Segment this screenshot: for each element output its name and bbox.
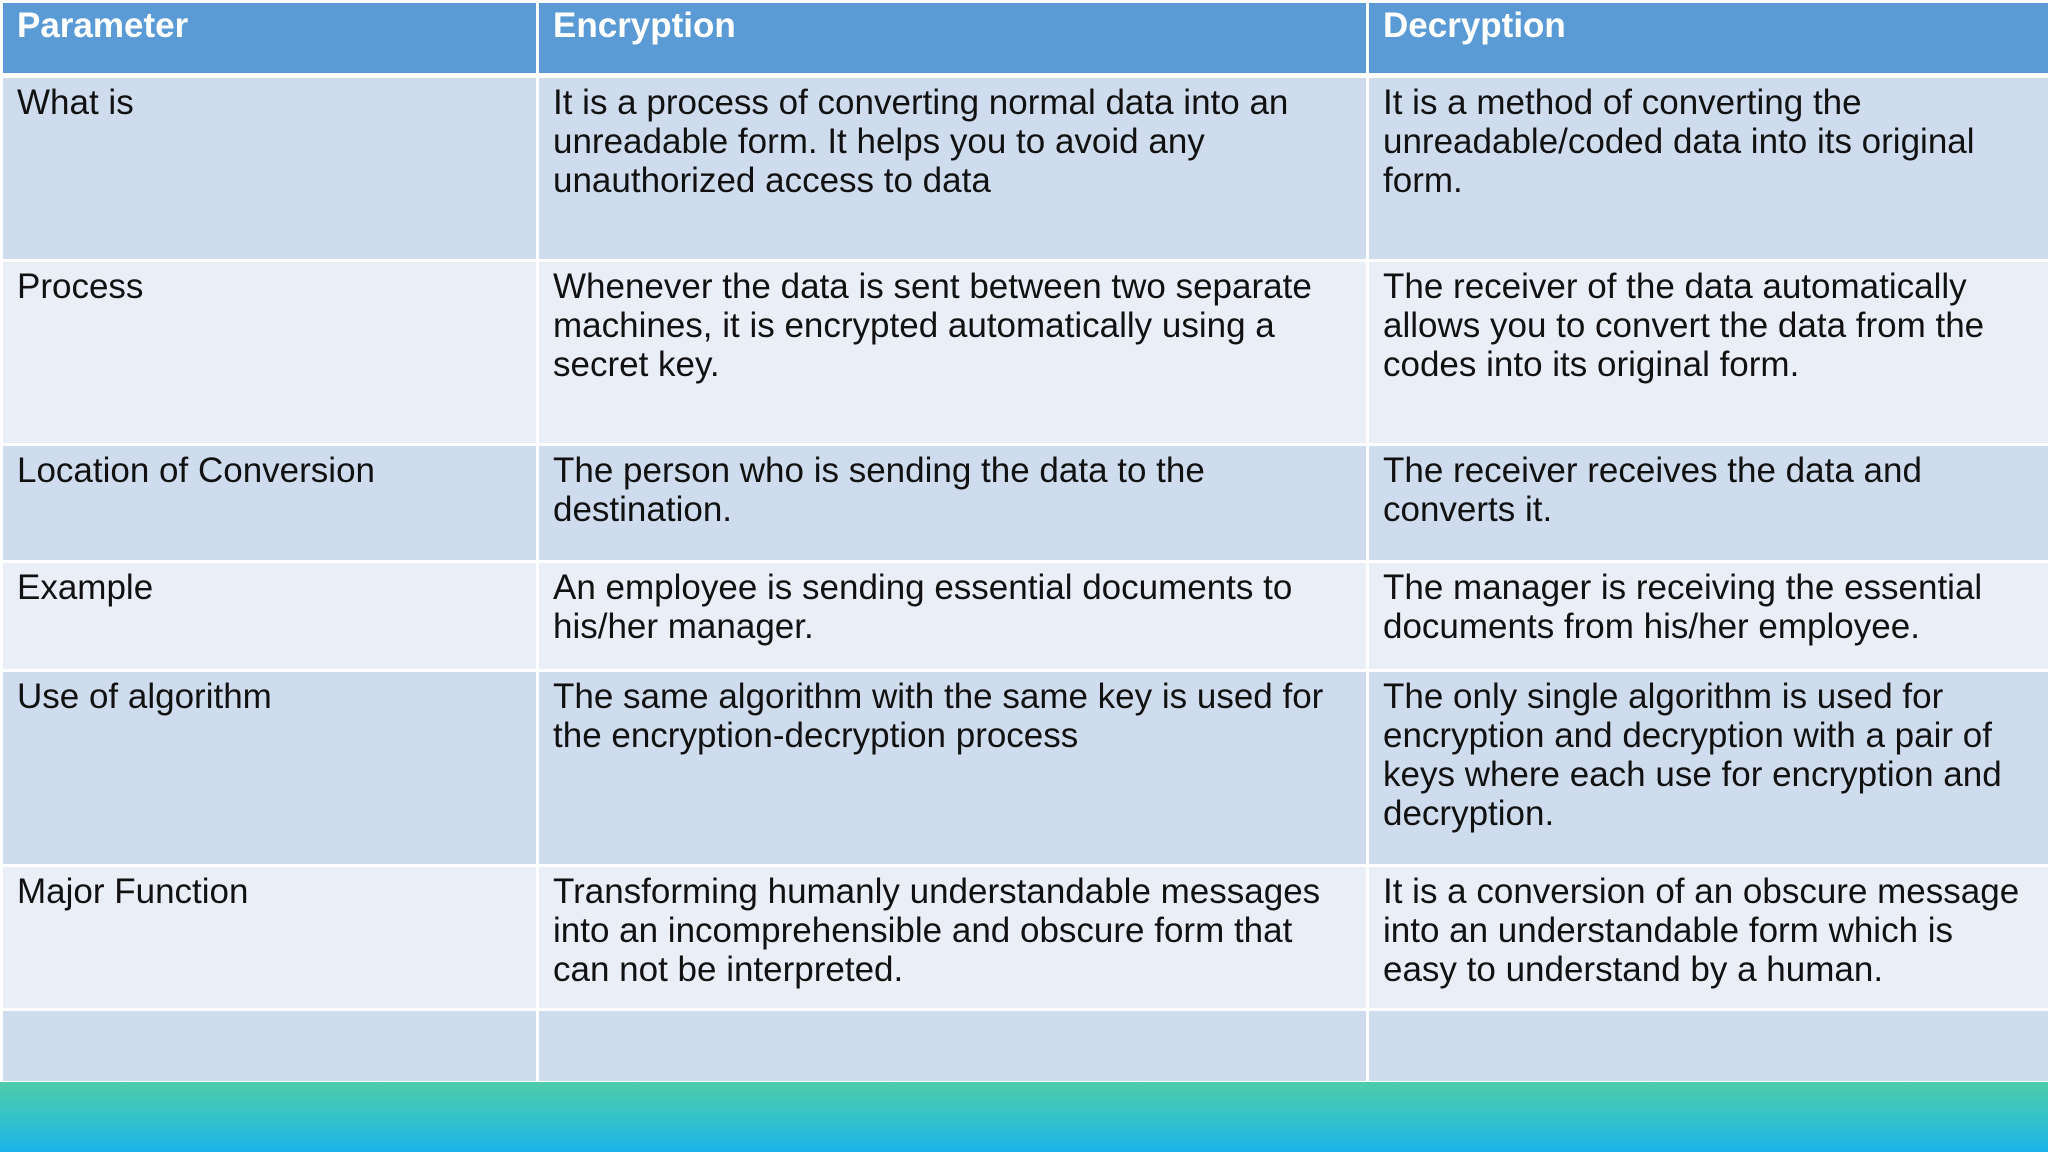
parameter-cell: Major Function bbox=[2, 866, 538, 1010]
encryption-cell: The same algorithm with the same key is used for the encryption-decryption process bbox=[538, 671, 1368, 866]
header-parameter: Parameter bbox=[2, 2, 538, 76]
encryption-cell: An employee is sending essential documents to his/her manager. bbox=[538, 562, 1368, 671]
header-decryption: Decryption bbox=[1368, 2, 2048, 76]
table-row bbox=[2, 445, 2048, 562]
table-row bbox=[2, 76, 2048, 261]
table-row bbox=[2, 261, 2048, 445]
parameter-cell: Use of algorithm bbox=[2, 671, 538, 866]
table-row bbox=[2, 671, 2048, 866]
header-encryption: Encryption bbox=[538, 2, 1368, 76]
encryption-cell bbox=[538, 1010, 1368, 1083]
decryption-cell: It is a conversion of an obscure message into an understandable form which is easy to understand by a human. bbox=[1368, 866, 2048, 1010]
decryption-cell: The manager is receiving the essential documents from his/her employee. bbox=[1368, 562, 2048, 671]
decryption-cell bbox=[1368, 1010, 2048, 1083]
encryption-cell: The person who is sending the data to the destination. bbox=[538, 445, 1368, 562]
table-row bbox=[2, 866, 2048, 1010]
decryption-cell: The only single algorithm is used for encryption and decryption with a pair of keys where each use for encryption and decryption. bbox=[1368, 671, 2048, 866]
encryption-cell: Whenever the data is sent between two separate machines, it is encrypted automatically using a secret key. bbox=[538, 261, 1368, 445]
decryption-cell: The receiver of the data automatically allows you to convert the data from the codes into its original form. bbox=[1368, 261, 2048, 445]
parameter-cell bbox=[2, 1010, 538, 1083]
parameter-cell: What is bbox=[2, 76, 538, 261]
parameter-cell: Location of Conversion bbox=[2, 445, 538, 562]
parameter-cell: Process bbox=[2, 261, 538, 445]
table-row-empty bbox=[2, 1010, 2048, 1083]
decryption-cell: The receiver receives the data and converts it. bbox=[1368, 445, 2048, 562]
footer-gradient-band bbox=[0, 1082, 2048, 1152]
decryption-cell: It is a method of converting the unreadable/coded data into its original form. bbox=[1368, 76, 2048, 261]
encryption-cell: It is a process of converting normal data into an unreadable form. It helps you to avoid any unauthorized access to data bbox=[538, 76, 1368, 261]
encryption-cell: Transforming humanly understandable messages into an incomprehensible and obscure form that can not be interpreted. bbox=[538, 866, 1368, 1010]
header-row bbox=[2, 2, 2048, 76]
table-row bbox=[2, 562, 2048, 671]
parameter-cell: Example bbox=[2, 562, 538, 671]
